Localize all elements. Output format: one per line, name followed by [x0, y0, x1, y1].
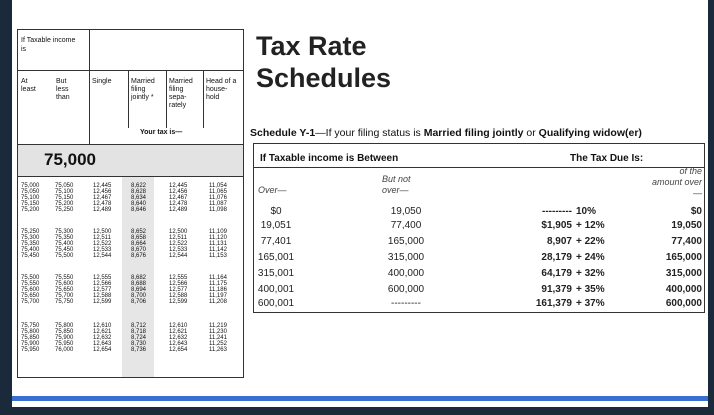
cell-single: 12,445 — [93, 183, 112, 189]
cell-hoh: 11,131 — [209, 241, 227, 247]
row-not-over: 165,000 — [387, 236, 425, 247]
cell-mfs: 12,643 — [169, 341, 188, 347]
row-rate: + 12% — [576, 220, 605, 231]
cell-mfs: 12,632 — [169, 335, 188, 341]
cell-mfs: 12,577 — [169, 287, 188, 293]
cell-at-least: 75,850 — [21, 335, 40, 341]
cell-single: 12,632 — [93, 335, 112, 341]
cell-but-less: 75,300 — [55, 229, 74, 235]
cell-single: 12,500 — [93, 229, 112, 235]
cell-hoh: 11,098 — [209, 207, 227, 213]
cell-at-least: 75,700 — [21, 299, 40, 305]
over-label: Over— — [258, 185, 287, 195]
but-not-over-label: But not over— — [382, 174, 411, 195]
cell-mfj: 8,706 — [131, 299, 147, 305]
cell-mfj: 8,718 — [131, 329, 147, 335]
cell-single: 12,522 — [93, 241, 112, 247]
cell-mfs: 12,456 — [169, 189, 188, 195]
bottom-frame — [0, 407, 714, 415]
row-amount-over: 165,000 — [665, 252, 702, 263]
cell-single: 12,588 — [93, 293, 112, 299]
cell-single: 12,643 — [93, 341, 112, 347]
row-base-tax: 91,379 — [541, 284, 572, 295]
row-not-over: 77,400 — [390, 220, 422, 231]
col-but-less: But less than — [56, 78, 70, 101]
col-hoh: Head of a house-hold — [206, 78, 237, 101]
title-line: Tax Rate — [256, 31, 367, 61]
schedule-title — [250, 127, 642, 139]
schedule-id: Schedule Y-1 — [250, 127, 316, 139]
cell-single: 12,467 — [93, 195, 112, 201]
cell-mfs: 12,489 — [169, 207, 188, 213]
row-amount-over: 19,050 — [671, 220, 702, 231]
cell-hoh: 11,153 — [209, 253, 227, 259]
cell-at-least: 75,450 — [21, 253, 40, 259]
cell-but-less: 75,850 — [55, 329, 74, 335]
row-amount-over: $0 — [690, 206, 702, 217]
cell-but-less: 75,900 — [55, 335, 74, 341]
cell-mfj: 8,682 — [131, 275, 147, 281]
col-at-least: At least — [21, 78, 36, 93]
tax-due-header: The Tax Due Is: — [570, 153, 644, 164]
cell-single: 12,478 — [93, 201, 112, 207]
cell-but-less: 75,650 — [55, 287, 74, 293]
cell-at-least: 75,750 — [21, 323, 40, 329]
cell-single: 12,555 — [93, 275, 112, 281]
cell-but-less: 75,050 — [55, 183, 74, 189]
cell-mfs: 12,610 — [169, 323, 188, 329]
cell-at-least: 75,650 — [21, 293, 40, 299]
title-line: Schedules — [256, 63, 392, 93]
row-over: 600,001 — [257, 298, 295, 309]
row-not-over: 19,050 — [390, 206, 422, 217]
cell-but-less: 75,400 — [55, 241, 74, 247]
cell-mfs: 12,544 — [169, 253, 188, 259]
cell-mfs: 12,555 — [169, 275, 188, 281]
cell-single: 12,544 — [93, 253, 112, 259]
cell-single: 12,599 — [93, 299, 112, 305]
table-row — [18, 207, 243, 213]
cell-hoh: 11,230 — [209, 329, 227, 335]
cell-at-least: 75,050 — [21, 189, 40, 195]
income-band-label: 75,000 — [44, 150, 96, 169]
row-not-over: 315,000 — [387, 252, 425, 263]
bottom-accent-line — [12, 396, 708, 401]
or-text: or — [523, 127, 539, 139]
cell-at-least: 75,500 — [21, 275, 40, 281]
taxable-income-label: If Taxable income is — [21, 37, 76, 53]
cell-but-less: 75,950 — [55, 341, 74, 347]
filing-status-2: Qualifying widow(er) — [538, 127, 642, 139]
cell-mfj: 8,724 — [131, 335, 147, 341]
cell-at-least: 75,350 — [21, 241, 40, 247]
cell-hoh: 11,142 — [209, 247, 227, 253]
cell-but-less: 75,700 — [55, 293, 74, 299]
row-base-tax: $1,905 — [541, 220, 572, 231]
cell-but-less: 75,200 — [55, 201, 74, 207]
row-base-tax: 28,179 — [541, 252, 572, 263]
cell-mfj: 8,700 — [131, 293, 147, 299]
cell-hoh: 11,197 — [209, 293, 227, 299]
cell-but-less: 75,450 — [55, 247, 74, 253]
row-amount-over: 400,000 — [665, 284, 702, 295]
cell-mfs: 12,588 — [169, 293, 188, 299]
cell-mfs: 12,522 — [169, 241, 188, 247]
cell-mfs: 12,445 — [169, 183, 188, 189]
cell-hoh: 11,076 — [209, 195, 227, 201]
cell-at-least: 75,150 — [21, 201, 40, 207]
cell-but-less: 75,150 — [55, 195, 74, 201]
cell-mfj: 8,670 — [131, 247, 147, 253]
cell-but-less: 76,000 — [55, 347, 74, 353]
col-single: Single — [92, 78, 112, 85]
cell-mfs: 12,621 — [169, 329, 188, 335]
cell-hoh: 11,219 — [209, 323, 227, 329]
of-amount-over-label: of the amount over— — [651, 166, 702, 198]
table-row — [18, 299, 243, 305]
row-not-over: 400,000 — [387, 268, 425, 279]
cell-hoh: 11,252 — [209, 341, 227, 347]
income-header: If Taxable income is Between — [260, 153, 399, 164]
cell-hoh: 11,065 — [209, 189, 227, 195]
cell-but-less: 75,550 — [55, 275, 74, 281]
row-over: 315,001 — [257, 268, 295, 279]
row-rate: + 32% — [576, 268, 605, 279]
filing-status-1: Married filing jointly — [423, 127, 524, 139]
cell-single: 12,511 — [93, 235, 111, 241]
cell-mfs: 12,511 — [169, 235, 187, 241]
cell-hoh: 11,164 — [209, 275, 227, 281]
header-rule — [254, 167, 704, 168]
cell-hoh: 11,087 — [209, 201, 227, 207]
schedule-desc: —If your filing status is — [315, 127, 424, 139]
tax-table — [17, 29, 244, 378]
cell-mfj: 8,664 — [131, 241, 147, 247]
divider — [89, 30, 90, 70]
cell-mfj: 8,676 — [131, 253, 147, 259]
cell-at-least: 75,600 — [21, 287, 40, 293]
cell-single: 12,456 — [93, 189, 112, 195]
tax-table-header — [18, 30, 243, 71]
divider — [128, 70, 129, 128]
cell-at-least: 75,800 — [21, 329, 40, 335]
schedule-table — [253, 143, 705, 313]
row-base-tax: 64,179 — [541, 268, 572, 279]
divider — [89, 70, 90, 144]
cell-but-less: 75,750 — [55, 299, 74, 305]
row-base-tax: 161,379 — [535, 298, 572, 309]
row-base-tax: --------- — [542, 206, 572, 217]
row-over: $0 — [270, 206, 282, 217]
cell-single: 12,621 — [93, 329, 112, 335]
cell-but-less: 75,600 — [55, 281, 74, 287]
cell-single: 12,577 — [93, 287, 112, 293]
cell-but-less: 75,500 — [55, 253, 74, 259]
tax-row-group — [18, 323, 243, 353]
divider — [203, 70, 204, 128]
right-frame — [708, 0, 714, 415]
row-rate: + 35% — [576, 284, 605, 295]
cell-hoh: 11,109 — [209, 229, 227, 235]
row-rate: + 24% — [576, 252, 605, 263]
cell-at-least: 75,200 — [21, 207, 40, 213]
cell-mfs: 12,533 — [169, 247, 188, 253]
row-over: 77,401 — [260, 236, 292, 247]
your-tax-label: Your tax is— — [140, 129, 183, 136]
tax-row-group — [18, 275, 243, 305]
cell-hoh: 11,186 — [209, 287, 227, 293]
cell-mfj: 8,628 — [131, 189, 147, 195]
cell-mfj: 8,730 — [131, 341, 147, 347]
cell-at-least: 75,250 — [21, 229, 40, 235]
income-band — [18, 144, 243, 177]
cell-mfs: 12,654 — [169, 347, 188, 353]
tax-row-group — [18, 229, 243, 259]
cell-mfs: 12,500 — [169, 229, 188, 235]
cell-hoh: 11,241 — [209, 335, 227, 341]
row-amount-over: 77,400 — [671, 236, 702, 247]
cell-hoh: 11,120 — [209, 235, 227, 241]
cell-at-least: 75,400 — [21, 247, 40, 253]
divider — [166, 70, 167, 128]
cell-single: 12,654 — [93, 347, 112, 353]
cell-mfj: 8,712 — [131, 323, 147, 329]
cell-mfj: 8,658 — [131, 235, 147, 241]
row-base-tax: 8,907 — [546, 236, 572, 247]
cell-at-least: 75,550 — [21, 281, 40, 287]
cell-mfj: 8,694 — [131, 287, 147, 293]
row-amount-over: 600,000 — [665, 298, 702, 309]
left-frame — [0, 0, 12, 415]
cell-mfs: 12,599 — [169, 299, 188, 305]
tax-row-group — [18, 183, 243, 213]
cell-at-least: 75,000 — [21, 183, 40, 189]
col-mfj: Married filing jointly * — [131, 78, 155, 101]
cell-at-least: 75,300 — [21, 235, 40, 241]
cell-single: 12,610 — [93, 323, 112, 329]
cell-at-least: 75,900 — [21, 341, 40, 347]
cell-hoh: 11,054 — [209, 183, 227, 189]
cell-mfj: 8,640 — [131, 201, 147, 207]
cell-mfj: 8,688 — [131, 281, 147, 287]
row-over: 400,001 — [257, 284, 295, 295]
table-row — [18, 347, 243, 353]
row-amount-over: 315,000 — [665, 268, 702, 279]
cell-mfs: 12,467 — [169, 195, 188, 201]
cell-mfj: 8,646 — [131, 207, 147, 213]
cell-hoh: 11,208 — [209, 299, 227, 305]
cell-at-least: 75,100 — [21, 195, 40, 201]
cell-mfj: 8,634 — [131, 195, 147, 201]
cell-but-less: 75,350 — [55, 235, 74, 241]
cell-mfs: 12,566 — [169, 281, 188, 287]
page-title — [256, 30, 391, 94]
cell-single: 12,566 — [93, 281, 112, 287]
cell-mfs: 12,478 — [169, 201, 188, 207]
row-over: 165,001 — [257, 252, 295, 263]
cell-but-less: 75,250 — [55, 207, 74, 213]
row-rate: 10% — [576, 206, 597, 217]
cell-mfj: 8,736 — [131, 347, 147, 353]
col-mfs: Married filing sepa-rately — [169, 78, 193, 109]
row-rate: + 37% — [576, 298, 605, 309]
row-rate: + 22% — [576, 236, 605, 247]
table-row — [18, 253, 243, 259]
cell-single: 12,533 — [93, 247, 112, 253]
cell-single: 12,489 — [93, 207, 112, 213]
row-not-over: 600,000 — [387, 284, 425, 295]
cell-but-less: 75,800 — [55, 323, 74, 329]
cell-but-less: 75,100 — [55, 189, 74, 195]
cell-mfj: 8,652 — [131, 229, 147, 235]
cell-hoh: 11,263 — [209, 347, 227, 353]
row-not-over: --------- — [391, 298, 421, 309]
cell-hoh: 11,175 — [209, 281, 227, 287]
cell-mfj: 8,622 — [131, 183, 147, 189]
cell-at-least: 75,950 — [21, 347, 40, 353]
row-over: 19,051 — [260, 220, 292, 231]
